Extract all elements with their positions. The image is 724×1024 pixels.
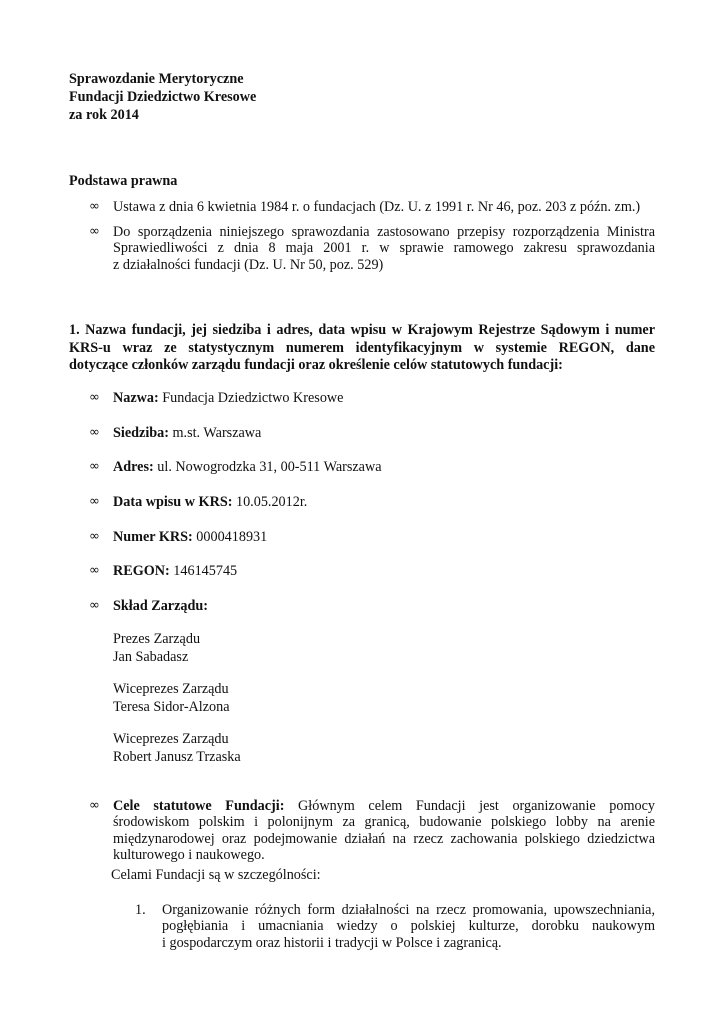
field-value: Fundacja Dziedzictwo Kresowe [162, 390, 344, 406]
list-item [89, 199, 655, 215]
item-number: 1. [135, 902, 146, 918]
bullet-icon: ∞ [89, 459, 100, 474]
list-item [89, 494, 655, 510]
text-line: międzynarodowej oraz podejmowanie działań na rzecz zachowania polskiego dziedzictwa [113, 830, 655, 847]
bullet-icon: ∞ [89, 199, 100, 214]
text-line: Organizowanie różnych form działalności na rzecz promowania, upowszechniania, [162, 902, 655, 918]
section-heading [69, 322, 655, 375]
board-member [113, 681, 230, 716]
board-member [113, 731, 241, 766]
field-label: Nazwa: [113, 390, 159, 406]
board-member [113, 631, 200, 666]
item-text [162, 902, 655, 951]
list-item [89, 598, 655, 614]
list-item [89, 798, 655, 864]
goals-text [113, 798, 655, 864]
list-item [89, 563, 655, 579]
field-value: 10.05.2012r. [235, 494, 308, 510]
field-label: Numer KRS: [113, 529, 193, 545]
bullet-icon: ∞ [89, 563, 100, 578]
field-label: Skład Zarządu: [113, 598, 209, 614]
field-value: ul. Nowogrodzka 31, 00-511 Warszawa [157, 459, 382, 475]
text-line: i gospodarczym oraz historii i tradycji w Polsce i zagranicą. [162, 934, 502, 951]
board-name: Jan Sabadasz [113, 648, 189, 665]
legal-basis-item [113, 224, 655, 273]
title-line: Fundacji Dziedzictwo Kresowe [69, 89, 257, 105]
list-item [89, 529, 655, 545]
field-value: 146145745 [173, 563, 238, 579]
field-label: REGON: [113, 563, 170, 579]
text-line: z działalności fundacji (Dz. U. Nr 50, poz. 529) [113, 256, 384, 273]
bullet-icon: ∞ [89, 390, 100, 405]
list-item [89, 459, 655, 475]
board-role: Wiceprezes Zarządu [113, 731, 229, 747]
legal-basis-heading: Podstawa prawna [69, 173, 178, 189]
board-role: Prezes Zarządu [113, 631, 201, 647]
heading-line: KRS-u wraz ze statystycznym numerem identyfikacyjnym w systemie REGON, dane [69, 339, 655, 356]
field-value: 0000418931 [196, 529, 268, 545]
bullet-icon: ∞ [89, 529, 100, 544]
numbered-item [135, 902, 655, 951]
heading-line: 1. Nazwa fundacji, jej siedziba i adres, data wpisu w Krajowym Rejestrze Sądowym i numer [69, 322, 655, 338]
list-item [89, 425, 655, 441]
text-line: pogłębiania i umacniania wiedzy o polskiej kulturze, dorobku naukowym [162, 918, 655, 935]
document-title [69, 70, 256, 124]
bullet-icon: ∞ [89, 224, 100, 239]
field-label: Cele statutowe Fundacji: [113, 798, 285, 814]
text-line: Sprawiedliwości z dnia 8 maja 2001 r. w sprawie ramowego zakresu sprawozdania [113, 240, 655, 257]
goals-intro: Celami Fundacji są w szczególności: [111, 867, 321, 883]
bullet-icon: ∞ [89, 798, 100, 813]
list-item [89, 390, 655, 406]
list-item [89, 224, 655, 273]
field-label: Adres: [113, 459, 154, 475]
legal-basis-item: Ustawa z dnia 6 kwietnia 1984 r. o fundacjach (Dz. U. z 1991 r. Nr 46, poz. 203 z późn. zm.) [113, 199, 641, 215]
board-name: Robert Janusz Trzaska [113, 748, 241, 765]
bullet-icon: ∞ [89, 598, 100, 613]
title-line: za rok 2014 [69, 107, 139, 123]
board-name: Teresa Sidor-Alzona [113, 698, 230, 715]
bullet-icon: ∞ [89, 494, 100, 509]
field-label: Data wpisu w KRS: [113, 494, 233, 510]
bullet-icon: ∞ [89, 425, 100, 440]
heading-line: dotyczące członków zarządu fundacji oraz określenie celów statutowych fundacji: [69, 357, 563, 373]
board-role: Wiceprezes Zarządu [113, 681, 229, 697]
field-value: m.st. Warszawa [172, 425, 262, 441]
text-line: Do sporządzenia niniejszego sprawozdania zastosowano przepisy rozporządzenia Ministra [113, 224, 655, 240]
field-label: Siedziba: [113, 425, 169, 441]
text-line: środowiskom polskim i polonijnym za granicą, budowanie polskiego lobby na arenie [113, 814, 655, 831]
text-line: Cele statutowe Fundacji: Głównym celem Fundacji jest organizowanie pomocy [113, 798, 656, 814]
text-line: kulturowego i naukowego. [113, 847, 265, 864]
title-line: Sprawozdanie Merytoryczne [69, 71, 244, 87]
